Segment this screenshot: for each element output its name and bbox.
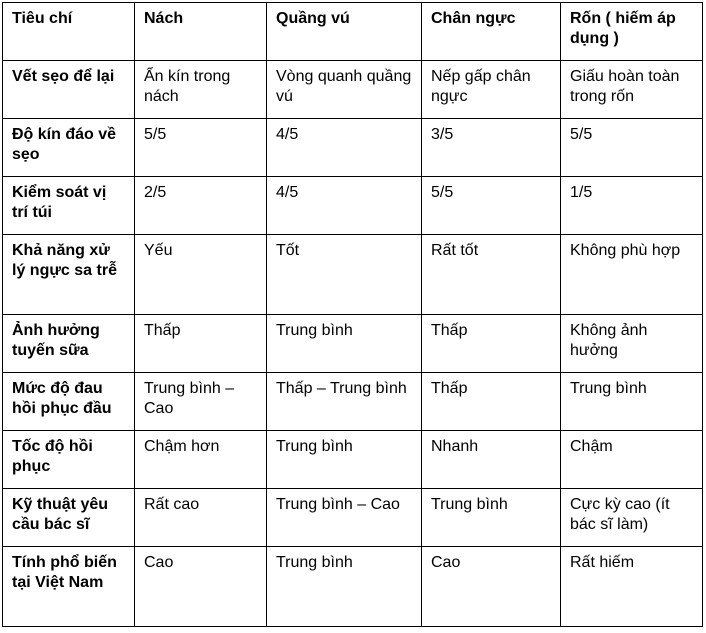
table-row <box>3 315 703 373</box>
header-cell-navel: Rốn ( hiếm áp dụng ) <box>561 3 703 61</box>
row-criteria-cell: Kỹ thuật yêu cầu bác sĩ <box>3 489 135 547</box>
table-cell: Nhanh <box>422 431 561 489</box>
table-cell: Thấp <box>422 373 561 431</box>
header-cell-areola: Quầng vú <box>267 3 422 61</box>
table-cell: Nếp gấp chân ngực <box>422 61 561 119</box>
comparison-table <box>2 2 703 627</box>
table-row <box>3 489 703 547</box>
table-cell: Cao <box>422 547 561 627</box>
table-cell: 4/5 <box>267 119 422 177</box>
table-cell: Ẩn kín trong nách <box>135 61 267 119</box>
comparison-table-container <box>2 2 703 627</box>
table-cell: Yếu <box>135 235 267 315</box>
table-cell: Rất tốt <box>422 235 561 315</box>
table-cell: Trung bình <box>267 547 422 627</box>
table-cell: Tốt <box>267 235 422 315</box>
table-row <box>3 177 703 235</box>
table-cell: 4/5 <box>267 177 422 235</box>
table-cell: Trung bình – Cao <box>135 373 267 431</box>
table-cell: Giấu hoàn toàn trong rốn <box>561 61 703 119</box>
table-cell: Rất cao <box>135 489 267 547</box>
table-cell: 5/5 <box>561 119 703 177</box>
table-cell: Trung bình <box>422 489 561 547</box>
row-criteria-cell: Độ kín đáo về sẹo <box>3 119 135 177</box>
table-cell: Thấp <box>422 315 561 373</box>
table-row <box>3 547 703 627</box>
table-row <box>3 119 703 177</box>
header-cell-inframammary: Chân ngực <box>422 3 561 61</box>
table-cell: Trung bình <box>267 431 422 489</box>
table-row <box>3 373 703 431</box>
header-cell-armpit: Nách <box>135 3 267 61</box>
table-cell: Thấp <box>135 315 267 373</box>
row-criteria-cell: Khả năng xử lý ngực sa trễ <box>3 235 135 315</box>
table-cell: 3/5 <box>422 119 561 177</box>
table-cell: Trung bình – Cao <box>267 489 422 547</box>
table-cell: Vòng quanh quầng vú <box>267 61 422 119</box>
row-criteria-cell: Mức độ đau hồi phục đầu <box>3 373 135 431</box>
table-cell: Cao <box>135 547 267 627</box>
row-criteria-cell: Tốc độ hồi phục <box>3 431 135 489</box>
table-cell: Chậm hơn <box>135 431 267 489</box>
table-cell: Rất hiếm <box>561 547 703 627</box>
table-cell: Trung bình <box>561 373 703 431</box>
table-cell: Trung bình <box>267 315 422 373</box>
table-cell: 5/5 <box>135 119 267 177</box>
table-header-row <box>3 3 703 61</box>
row-criteria-cell: Kiểm soát vị trí túi <box>3 177 135 235</box>
table-cell: Không ảnh hưởng <box>561 315 703 373</box>
table-row <box>3 431 703 489</box>
table-cell: Thấp – Trung bình <box>267 373 422 431</box>
header-cell-criteria: Tiêu chí <box>3 3 135 61</box>
table-cell: Chậm <box>561 431 703 489</box>
table-row <box>3 235 703 315</box>
table-cell: 5/5 <box>422 177 561 235</box>
row-criteria-cell: Vết sẹo để lại <box>3 61 135 119</box>
table-cell: Không phù hợp <box>561 235 703 315</box>
table-cell: Cực kỳ cao (ít bác sĩ làm) <box>561 489 703 547</box>
table-cell: 2/5 <box>135 177 267 235</box>
table-cell: 1/5 <box>561 177 703 235</box>
row-criteria-cell: Ảnh hưởng tuyến sữa <box>3 315 135 373</box>
row-criteria-cell: Tính phổ biến tại Việt Nam <box>3 547 135 627</box>
table-row <box>3 61 703 119</box>
